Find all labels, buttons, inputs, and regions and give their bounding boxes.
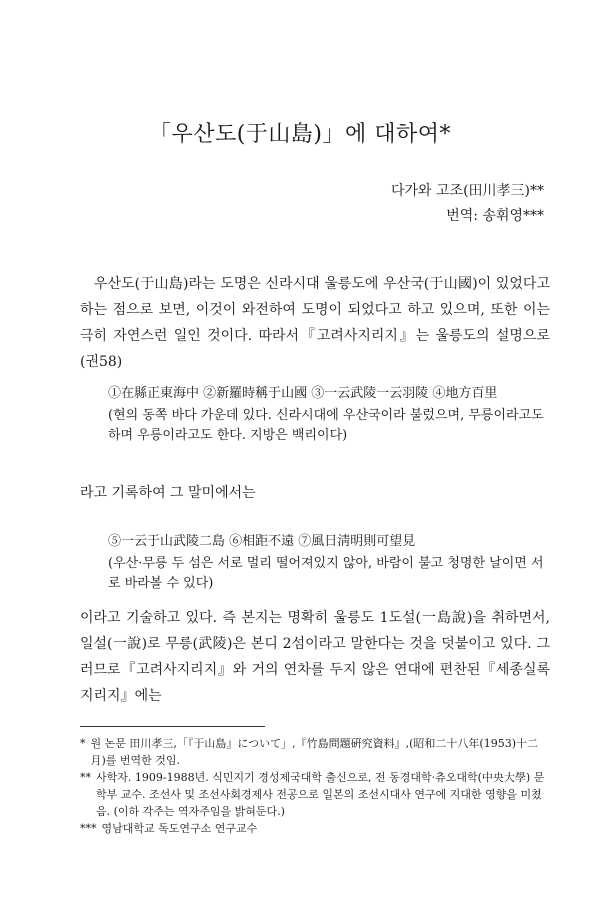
footnote-text: 영남대학교 독도연구소 연구교수 — [101, 822, 258, 835]
footnote — [80, 735, 550, 769]
quotation-2-translation: (우산·무릉 두 섬은 서로 멀리 떨어져있지 않아, 바람이 불고 청명한 날이면 서로 바라볼 수 있다) — [108, 556, 544, 591]
footnote — [80, 820, 550, 837]
footnote-mark: * — [80, 737, 86, 750]
footnotes — [80, 735, 550, 837]
footnote-text: 원 논문 田川孝三,「『于山島』について」,『竹島問題硏究資料』,(昭和二十八年(1953)十二月)를 번역한 것임. — [90, 737, 539, 767]
footnote-mark: *** — [80, 822, 97, 835]
footnote-divider — [80, 726, 265, 727]
body-paragraph-3: 이라고 기술하고 있다. 즉 본지는 명확히 울릉도 1도설(一島說)을 취하면서, 일설(一說)로 무릉(武陵)은 본디 2섬이라고 말한다는 것을 덧붙이고 있다. 그러므로『고려사지리지』와 거의 연차를 두지 않은 연대에 편찬된『세종실록지리지』에는 — [80, 610, 550, 704]
quotation-1-translation: (현의 동쪽 바다 가운데 있다. 신라시대에 우산국이라 불렀으며, 무릉이라고도 하며 우릉이라고도 한다. 지방은 백리이다) — [108, 408, 544, 443]
body-paragraph-2: 라고 기록하여 그 말미에서는 — [80, 485, 256, 501]
footnote-text: 사학자. 1909-1988년. 식민지기 경성제국대학 출신으로, 전 동경대학·츄오대학(中央大學) 문학부 교수. 조선사 및 조선사회경제사 전공으로 일본의 조선시대사 연구에 지대한 영향을 미쳤음. (이하 각주는 역자주임을 밝혀둔다.) — [96, 771, 545, 818]
footnote-mark: ** — [80, 771, 91, 784]
quotation-2 — [108, 532, 544, 594]
quotation-1 — [108, 384, 544, 446]
quotation-2-hanmun: ⑤一云于山武陵二島 ⑥相距不遠 ⑦風日淸明則可望見 — [108, 534, 416, 549]
body-paragraph-1: 우산도(于山島)라는 도명은 신라시대 울릉도에 우산국(于山國)이 있었다고 하는 점으로 보면, 이것이 와전하여 도명이 되었다고 하고 있으며, 또한 이는 극히 자연스런 일인 것이다. 따라서『고려사지리지』는 울릉도의 설명으로(권58) — [80, 276, 550, 370]
quotation-1-hanmun: ①在縣正東海中 ②新羅時稱于山國 ③一云武陵一云羽陵 ④地方百里 — [108, 386, 498, 401]
translator-line: 번역: 송휘영*** — [446, 208, 544, 224]
article-title: 「우산도(于山島)」에 대하여* — [149, 122, 451, 147]
footnote — [80, 769, 550, 820]
author-line: 다가와 고조(田川孝三)** — [391, 183, 544, 199]
